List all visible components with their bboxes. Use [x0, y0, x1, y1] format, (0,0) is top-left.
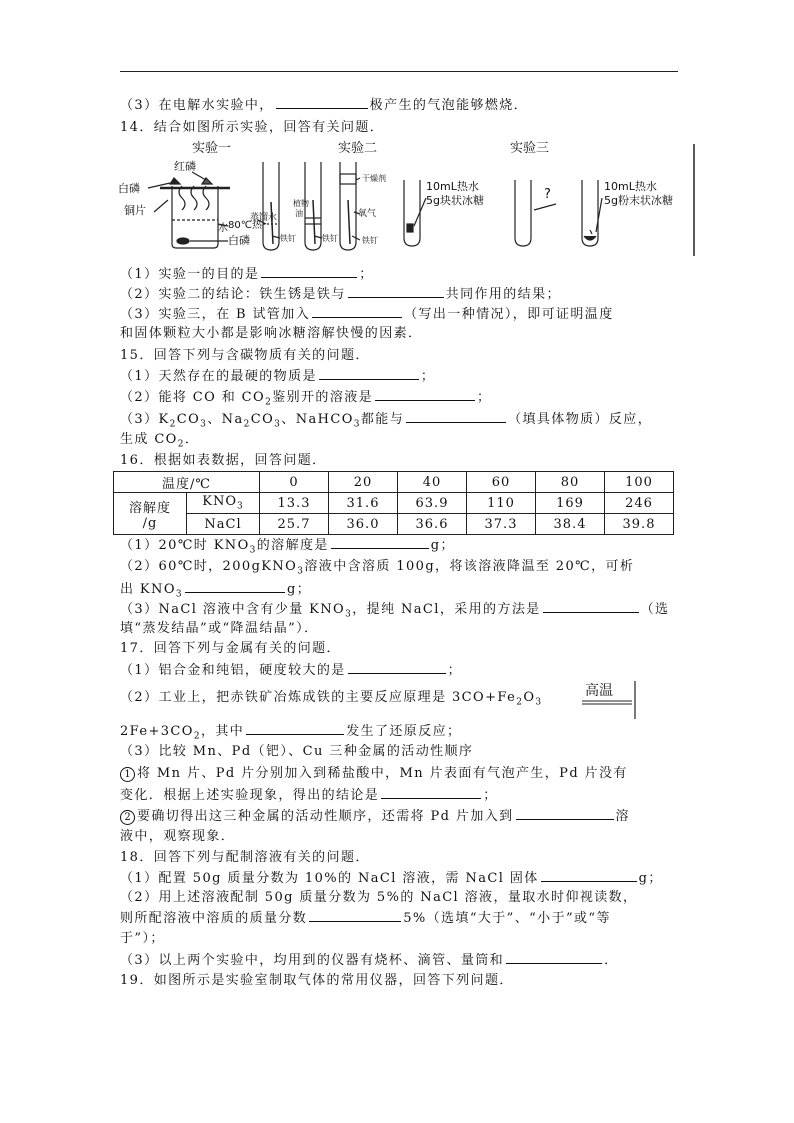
q15-title: 15．回答下列与含碳物质有关的问题．: [120, 348, 370, 363]
q14-title: 14．结合如图所示实验，回答有关问题．: [120, 120, 385, 135]
q18-2-cont: 则所配溶液中溶质的质量分数 5%（选填“大于”、“小于”或“等: [120, 911, 611, 926]
table-cell: 110: [467, 493, 536, 514]
reaction-condition: 高温: [585, 683, 613, 699]
table-cell: 40: [398, 472, 467, 493]
table-cell: 38.4: [536, 514, 605, 535]
table-cell: 63.9: [398, 493, 467, 514]
table-cell: 60: [467, 472, 536, 493]
q17-title: 17．回答下列与金属有关的问题．: [120, 641, 341, 656]
answer-blank[interactable]: [516, 807, 614, 820]
answer-blank[interactable]: [348, 661, 446, 674]
answer-blank[interactable]: [276, 96, 368, 109]
exp2-label: 实验二: [338, 141, 378, 156]
solubility-table: [113, 471, 674, 535]
header-rule: [120, 71, 678, 72]
table-cell: 36.0: [329, 514, 398, 535]
table-cell: 37.3: [467, 514, 536, 535]
table-cell: 100: [605, 472, 674, 493]
nacl-label: NaCl: [187, 514, 260, 535]
q16-2-cont: 出 $KNO_3$ g；: [120, 582, 312, 600]
svg-text:铁钉: 铁钉: [280, 234, 296, 243]
answer-blank[interactable]: [246, 722, 344, 735]
svg-text:铁钉: 铁钉: [362, 236, 378, 245]
q14-3: （3）实验三，在 B 试管加入 （写出一种情况），即可证明温度: [120, 307, 614, 322]
svg-text:白磷: 白磷: [118, 182, 140, 195]
q14-experiment-figure: [110, 140, 696, 256]
svg-text:5g块状冰糖: 5g块状冰糖: [426, 194, 484, 207]
answer-blank[interactable]: [541, 869, 637, 882]
svg-text:白磷: 白磷: [228, 234, 250, 247]
table-cell: 13.3: [260, 493, 329, 514]
q17-3: （3）比较 Mn、Pd（钯）、Cu 三种金属的活动性顺序: [120, 744, 474, 759]
q17-2: （2）工业上，把赤铁矿冶炼成铁的主要反应原理是 $3CO+Fe_2O_3$: [120, 690, 543, 708]
table-cell: 36.6: [398, 514, 467, 535]
svg-text:水: 水: [218, 223, 228, 234]
svg-text:10mL热水: 10mL热水: [604, 180, 657, 193]
q16-2: （2）60℃时，200gKNO$_3$溶液中含溶质 100g，将该溶液降温至 20℃，可析: [120, 559, 635, 577]
table-cell: 246: [605, 493, 674, 514]
svg-text:油: 油: [295, 209, 303, 218]
table-cell: 25.7: [260, 514, 329, 535]
svg-text:蒸馏水: 蒸馏水: [250, 213, 278, 223]
q17-3-2-cont: 液中，观察现象．: [120, 829, 236, 844]
q14-3-cont: 和固体颗粒大小都是影响冰糖溶解快慢的因素．: [120, 326, 423, 341]
answer-blank[interactable]: [375, 388, 475, 401]
q14-1: （1）实验一的目的是 ；: [120, 267, 374, 282]
answer-blank[interactable]: [309, 909, 401, 922]
answer-blank[interactable]: [348, 285, 444, 298]
q16-3: （3）NaCl 溶液中含有少量 $KNO_3$，提纯 NaCl，采用的方法是 （选: [120, 602, 670, 620]
q16-title: 16．根据如表数据，回答问题．: [120, 453, 327, 468]
q15-3: $(3)K_2CO_3$、$Na_2CO_3$、NaHCO$_3$都能与 （填具体物质）反应，: [120, 412, 653, 430]
tube-a: [404, 180, 420, 246]
q18-2: （2）用上述溶液配制 50g 质量分数为 5%的 NaCl 溶液，量取水时仰视读数，: [120, 890, 638, 905]
svg-text:铁钉: 铁钉: [322, 234, 338, 243]
q19-title: 19．如图所示是实验室制取气体的常用仪器，回答下列问题．: [120, 973, 514, 988]
q17-3-2: 2 要确切得出这三种金属的活动性顺序，还需将 Pd 片加入到 溶: [120, 807, 630, 826]
q17-1: （1）铝合金和纯铝，硬度较大的是 ；: [120, 663, 463, 678]
row-label: 溶解度 /g: [114, 493, 187, 535]
q18-3: （3）以上两个实验中，均用到的仪器有烧杯、滴管、量筒和 ．: [120, 953, 619, 968]
reaction-arrow: [582, 679, 636, 719]
tube-b: [515, 180, 531, 246]
exp1-label: 实验一: [192, 141, 232, 156]
answer-blank[interactable]: [406, 410, 506, 423]
q15-2: （2）能将 CO 和 $CO_2$鉴别开的溶液是 ；: [120, 390, 492, 408]
q15-1: （1）天然存在的最硬的物质是 ；: [120, 369, 436, 384]
table-header: 温度/℃: [114, 472, 260, 493]
table-cell: 20: [329, 472, 398, 493]
svg-text:植物: 植物: [293, 199, 309, 208]
q15-3-cont: 生成 $CO_2$．: [120, 432, 200, 450]
q14-2: （2）实验二的结论：铁生锈是铁与 共同作用的结果；: [120, 287, 561, 302]
table-cell: 31.6: [329, 493, 398, 514]
q13-3: （3）在电解水实验中， 极产生的气泡能够燃烧．: [120, 98, 529, 113]
svg-text:5g粉末状冰糖: 5g粉末状冰糖: [604, 194, 673, 207]
q18-1: （1）配置 50g 质量分数为 10%的 NaCl 溶液，需 NaCl 固体 g；: [120, 871, 663, 886]
q16-3-cont: 填“蒸发结晶”或“降温结晶”）．: [120, 621, 319, 636]
svg-text:10mL热水: 10mL热水: [426, 180, 479, 193]
q17-2-cont: $2Fe+3CO_2$，其中 发生了还原反应；: [120, 724, 462, 742]
svg-text:铜片: 铜片: [124, 204, 146, 217]
q17-3-1-cont: 变化．根据上述实验现象，得出的结论是 ；: [120, 788, 498, 803]
svg-text:红磷: 红磷: [174, 160, 196, 173]
answer-blank[interactable]: [543, 600, 639, 613]
table-cell: 39.8: [605, 514, 674, 535]
svg-text:80℃热: 80℃热: [228, 220, 262, 231]
svg-text:氧气: 氧气: [358, 209, 377, 219]
table-cell: 80: [536, 472, 605, 493]
answer-blank[interactable]: [312, 305, 402, 318]
svg-text:?: ?: [544, 187, 551, 202]
table-cell: 0: [260, 472, 329, 493]
q16-1: （1）20℃时 $KNO_3$的溶解度是 g；: [120, 538, 455, 556]
answer-blank[interactable]: [506, 951, 602, 964]
kno3-label: $KNO_3$: [187, 493, 260, 514]
answer-blank[interactable]: [331, 536, 429, 549]
answer-blank[interactable]: [261, 265, 357, 278]
answer-blank[interactable]: [381, 786, 481, 799]
table-cell: 169: [536, 493, 605, 514]
q18-title: 18．回答下列与配制溶液有关的问题．: [120, 850, 370, 865]
exp3-label: 实验三: [510, 141, 550, 156]
q17-3-1: 1 将 Mn 片、Pd 片分别加入到稀盐酸中，Mn 片表面有气泡产生，Pd 片没有: [120, 765, 628, 783]
q18-2-cont2: 于”）；: [120, 931, 165, 946]
answer-blank[interactable]: [185, 580, 285, 593]
answer-blank[interactable]: [319, 367, 419, 380]
svg-text:干燥剂: 干燥剂: [362, 174, 386, 183]
